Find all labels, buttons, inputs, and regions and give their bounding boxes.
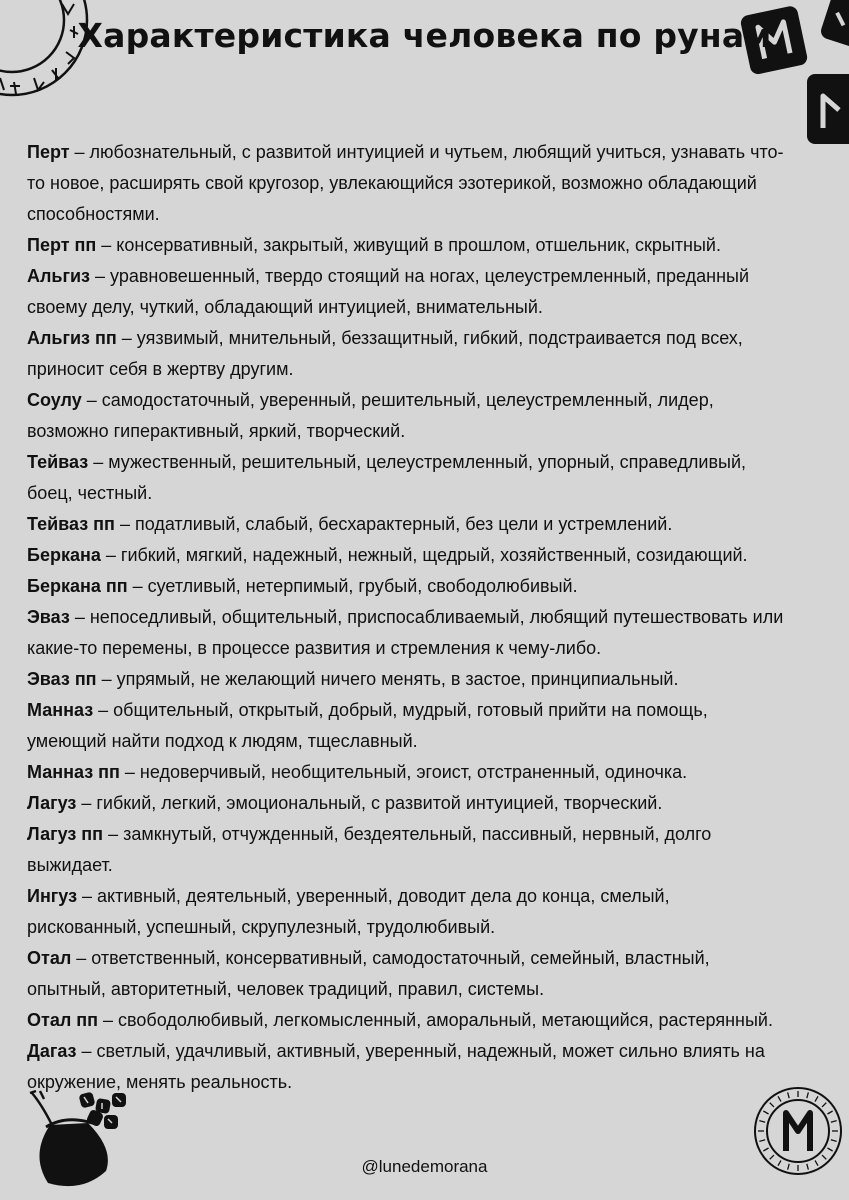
rune-separator: – [90, 266, 111, 286]
rune-name: Дагаз [27, 1041, 77, 1061]
rune-description: недоверчивый, необщительный, эгоист, отстраненный, одиночка. [139, 762, 688, 782]
rune-description: любознательный, с развитой интуицией и чутьем, любящий учиться, узнавать что-то новое, расширять свой кругозор, увлекающийся эзотерикой, возможно обладающий способностями. [27, 142, 784, 224]
rune-description: мужественный, решительный, целеустремленный, упорный, справедливый, боец, честный. [27, 452, 747, 503]
rune-description: свободолюбивый, легкомысленный, аморальный, метающийся, растерянный. [118, 1010, 773, 1030]
rune-entry [27, 695, 787, 757]
rune-description: непоседливый, общительный, приспосабливаемый, любящий путешествовать или какие-то перемены, в процессе развития и стремления к чему-либо. [27, 607, 784, 658]
rune-name: Лагуз пп [27, 824, 104, 844]
rune-entry [27, 1036, 787, 1098]
rune-name: Беркана [27, 545, 101, 565]
rune-name: Отал [27, 948, 72, 968]
rune-entry [27, 230, 787, 261]
rune-separator: – [100, 545, 121, 565]
rune-entry [27, 943, 787, 1005]
rune-name: Эваз пп [27, 669, 97, 689]
rune-entry [27, 323, 787, 385]
rune-name: Перт пп [27, 235, 97, 255]
rune-entry [27, 1005, 787, 1036]
rune-description: податливый, слабый, бесхарактерный, без цели и устремлений. [134, 514, 673, 534]
rune-name: Манназ пп [27, 762, 120, 782]
page-title: Характеристика человека по рунам [77, 16, 772, 55]
rune-separator: – [69, 142, 90, 162]
rune-entry [27, 385, 787, 447]
footer-handle: @lunedemorana [361, 1157, 488, 1176]
rune-separator: – [98, 1010, 119, 1030]
rune-entry [27, 447, 787, 509]
rune-seal-icon [752, 1085, 844, 1177]
rune-name: Ингуз [27, 886, 78, 906]
rune-name: Отал пп [27, 1010, 99, 1030]
rune-name: Эваз [27, 607, 70, 627]
rune-name: Альгиз пп [27, 328, 117, 348]
rune-name: Соулу [27, 390, 82, 410]
rune-name: Тейваз [27, 452, 89, 472]
rune-name: Тейваз пп [27, 514, 115, 534]
rune-entry [27, 881, 787, 943]
rune-name: Альгиз [27, 266, 91, 286]
rune-separator: – [103, 824, 124, 844]
rune-description: гибкий, легкий, эмоциональный, с развитой интуицией, творческий. [96, 793, 663, 813]
rune-name: Лагуз [27, 793, 77, 813]
rune-description: ответственный, консервативный, самодостаточный, семейный, властный, опытный, авторитетный, человек традиций, правил, системы. [27, 948, 710, 999]
rune-description: общительный, открытый, добрый, мудрый, готовый прийти на помощь, умеющий найти подход к людям, тщеславный. [27, 700, 708, 751]
rune-description: замкнутый, отчужденный, бездеятельный, пассивный, нервный, долго выжидает. [27, 824, 712, 875]
rune-name: Манназ [27, 700, 94, 720]
rune-list [27, 137, 787, 1098]
rune-separator: – [76, 793, 97, 813]
rune-description: упрямый, не желающий ничего менять, в застое, принципиальный. [116, 669, 679, 689]
rune-entry [27, 602, 787, 664]
rune-description: гибкий, мягкий, надежный, нежный, щедрый, хозяйственный, созидающий. [120, 545, 748, 565]
rune-description: уязвимый, мнительный, беззащитный, гибкий, подстраивается под всех, приносит себя в жертву другим. [27, 328, 743, 379]
rune-entry [27, 137, 787, 230]
rune-name: Перт [27, 142, 70, 162]
rune-separator: – [77, 886, 98, 906]
rune-separator: – [88, 452, 109, 472]
rune-description: самодостаточный, уверенный, решительный, целеустремленный, лидер, возможно гиперактивный, яркий, творческий. [27, 390, 714, 441]
rune-description: светлый, удачливый, активный, уверенный, надежный, может сильно влиять на окружение, менять реальность. [27, 1041, 765, 1092]
rune-separator: – [96, 669, 117, 689]
rune-description: уравновешенный, твердо стоящий на ногах, целеустремленный, преданный своему делу, чуткий, обладающий интуицией, внимательный. [27, 266, 750, 317]
rune-separator: – [81, 390, 102, 410]
rune-separator: – [96, 235, 117, 255]
rune-separator: – [69, 607, 90, 627]
rune-description: активный, деятельный, уверенный, доводит дела до конца, смелый, рискованный, успешный, скрупулезный, трудолюбивый. [27, 886, 670, 937]
rune-entry [27, 819, 787, 881]
rune-entry [27, 540, 787, 571]
rune-entry [27, 788, 787, 819]
rune-separator: – [119, 762, 140, 782]
rune-separator: – [71, 948, 92, 968]
rune-separator: – [116, 328, 137, 348]
rune-separator: – [114, 514, 135, 534]
rune-name: Беркана пп [27, 576, 128, 596]
rune-description: консервативный, закрытый, живущий в прошлом, отшельник, скрытный. [116, 235, 721, 255]
rune-separator: – [76, 1041, 97, 1061]
rune-entry [27, 757, 787, 788]
rune-entry [27, 664, 787, 695]
rune-entry [27, 571, 787, 602]
rune-separator: – [127, 576, 148, 596]
rune-entry [27, 509, 787, 540]
rune-entry [27, 261, 787, 323]
rune-description: суетливый, нетерпимый, грубый, свободолюбивый. [147, 576, 578, 596]
rune-separator: – [93, 700, 114, 720]
